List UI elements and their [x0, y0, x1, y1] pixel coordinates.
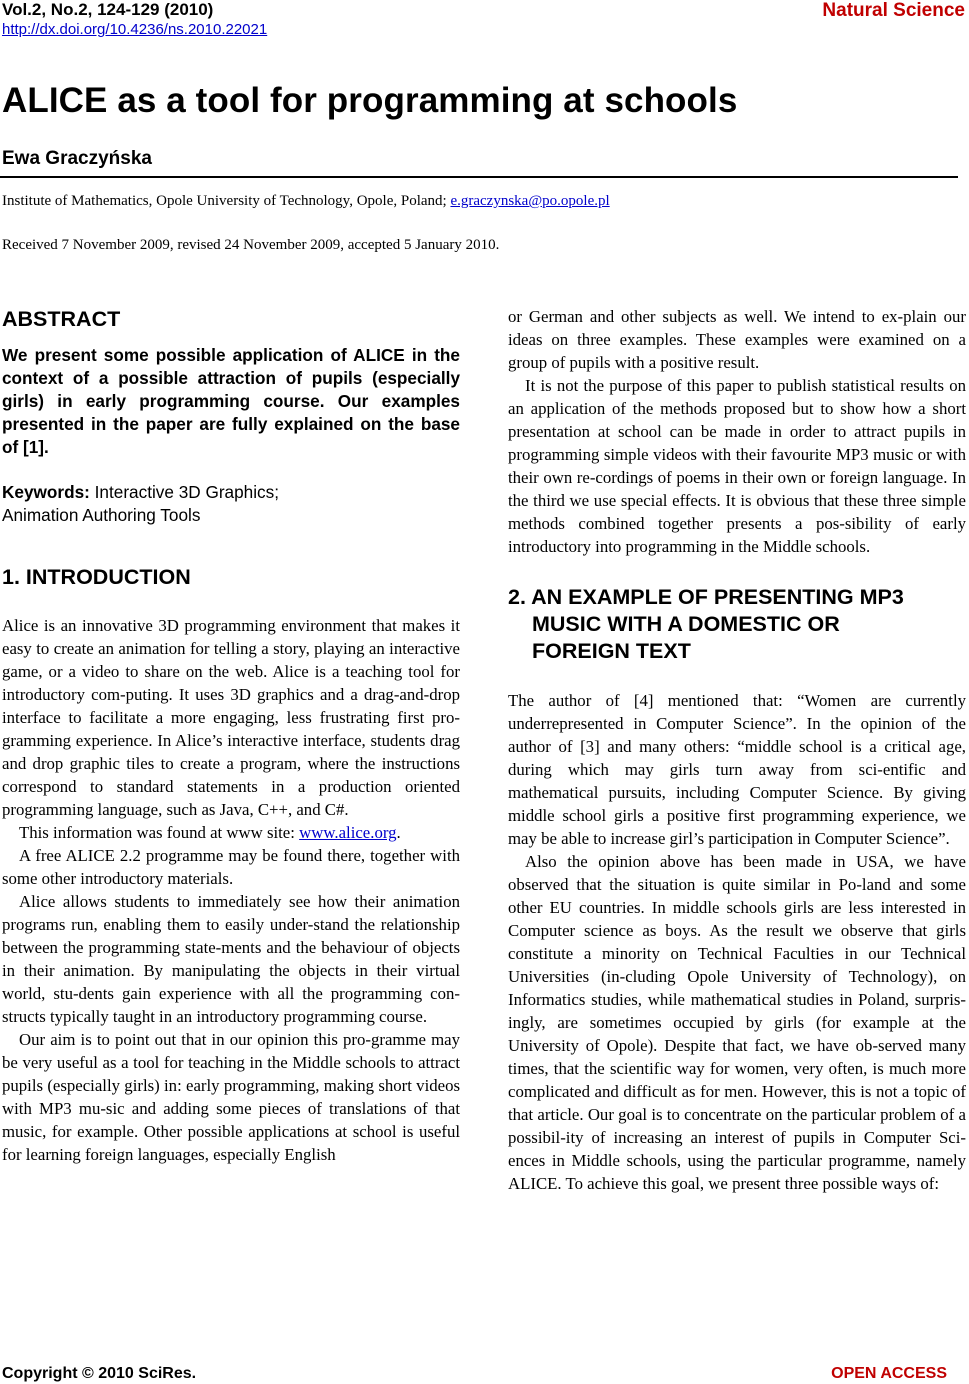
intro-p2-text: This information was found at www site:	[19, 823, 295, 842]
right-paragraph-2: It is not the purpose of this paper to publish statistical results on an application of the methods proposed but to show how a short presentation at school can be made in order to attract pupils in programming simple videos with their favourite MP3 music or with their own re-cordings of poems in their own or foreign language. In the third we use special effects. It is obvious that these three simple methods combined together presents a pos-sibility of early introductory into programming in the Middle schools.	[508, 376, 966, 556]
intro-paragraph-5: Our aim is to point out that in our opinion this pro-gramme may be very useful as a tool for teaching in the Middle schools to attract pupils (especially girls) in: early programming, making short videos with MP3 mu-sic and adding some pieces of translations of that music, for example. Other possible applications at school is useful for learning foreign languages, especially English	[2, 1030, 460, 1164]
right-column	[508, 305, 966, 1195]
right-paragraph-1: or German and other subjects as well. We intend to ex-plain our ideas on three examples. These examples were examined on a group of pupils with a positive result.	[508, 307, 966, 372]
keywords	[2, 481, 460, 527]
section-2-heading-line2: MUSIC WITH A DOMESTIC OR	[532, 612, 840, 636]
open-access-label: OPEN ACCESS	[831, 1365, 947, 1382]
intro-paragraph-2	[2, 821, 460, 844]
journal-name: Natural Science	[822, 0, 965, 21]
abstract-heading: ABSTRACT	[2, 307, 121, 331]
right-paragraph-4: Also the opinion above has been made in USA, we have observed that the situation is quite similar in Po-land and some other EU countries. In middle schools girls are less interested in Computer science as boys. As the result we observe that girls constitute a minority on Technical Faculties in our Technical Universities (in-cluding Opole University of Technology), on Informatics studies, while mathematical studies in Poland, surpris-ingly, are sometimes occupied by girls (for example at the University of Opole). Despite that fact, we have ob-served many times, that the scientific way for women, very often, is much more complicated and difficult as for men. However, this is not a topic of that article. Our goal is to concentrate on the particular problem of a possibil-ity of increasing an interest of pupils in Computer Sci-ences in Middle schools, using the particular programme, namely ALICE. To achieve this goal, we present three possible ways of:	[508, 852, 966, 1193]
intro-paragraph-3: A free ALICE 2.2 programme may be found there, together with some other introductory materials.	[2, 846, 460, 888]
email-link[interactable]: e.graczynska@po.opole.pl	[450, 193, 610, 209]
intro-heading: 1. INTRODUCTION	[2, 565, 191, 589]
left-column	[2, 305, 460, 1166]
abstract-text: We present some possible application of ALICE in the context of a possible attraction of pupils (especially girls) in early programming course. Our examples presented in the paper are fully explained on the base of [1].	[2, 345, 460, 457]
affiliation-text: Institute of Mathematics, Opole University of Technology, Opole, Poland;	[2, 193, 447, 209]
received-dates: Received 7 November 2009, revised 24 November 2009, accepted 5 January 2010.	[2, 237, 500, 253]
journal-volume: Vol.2, No.2, 124-129 (2010)	[2, 0, 214, 19]
copyright: Copyright © 2010 SciRes.	[2, 1365, 197, 1382]
intro-paragraph-1: Alice is an innovative 3D programming environment that makes it easy to create an animation for telling a story, playing an interactive game, or a video to share on the web. Alice is a teaching tool for introductory com-puting. It uses 3D graphics and a drag-and-drop interface to facilitate a more engaging, less frustrating first pro-gramming experience. In Alice’s interactive interface, students drag and drop graphic tiles to create a program, where the instructions correspond to standard statements in a production oriented programming language, such as Java, C++, and C#.	[2, 616, 460, 819]
intro-p2-end: .	[396, 823, 401, 842]
article-title: ALICE as a tool for programming at schools	[2, 81, 738, 120]
section-2-heading-line3: FOREIGN TEXT	[532, 639, 691, 663]
section-2-heading-line1: 2. AN EXAMPLE OF PRESENTING MP3	[508, 585, 904, 609]
keywords-line1: Interactive 3D Graphics;	[94, 482, 280, 502]
alice-website-link[interactable]: www.alice.org	[299, 823, 397, 842]
author-name: Ewa Graczyńska	[2, 148, 152, 169]
doi-link[interactable]: http://dx.doi.org/10.4236/ns.2010.22021	[2, 21, 268, 38]
section-2-heading	[508, 584, 966, 665]
keywords-line2: Animation Authoring Tools	[2, 505, 201, 525]
affiliation	[2, 193, 610, 210]
title-divider	[0, 176, 958, 178]
intro-paragraph-4: Alice allows students to immediately see how their animation programs run, enabling them to easily under-stand the relationship between the programming state-ments and the behaviour of objects in their animation. By manipulating the objects in their virtual world, stu-dents gain experience with all the programming con-structs typically taught in an introductory programming course.	[2, 892, 460, 1026]
keywords-label: Keywords:	[2, 482, 90, 502]
right-paragraph-3: The author of [4] mentioned that: “Women are currently underrepresented in Computer Science”. In the opinion of the author of [3] and many others: “middle school is a critical age, during which may girls turn away from sci-entific and mathematical pursuits, including Computer Science. By giving middle school girls a positive first programming experience, we may be able to increase girl’s participation in Computer Science”.	[508, 691, 966, 848]
